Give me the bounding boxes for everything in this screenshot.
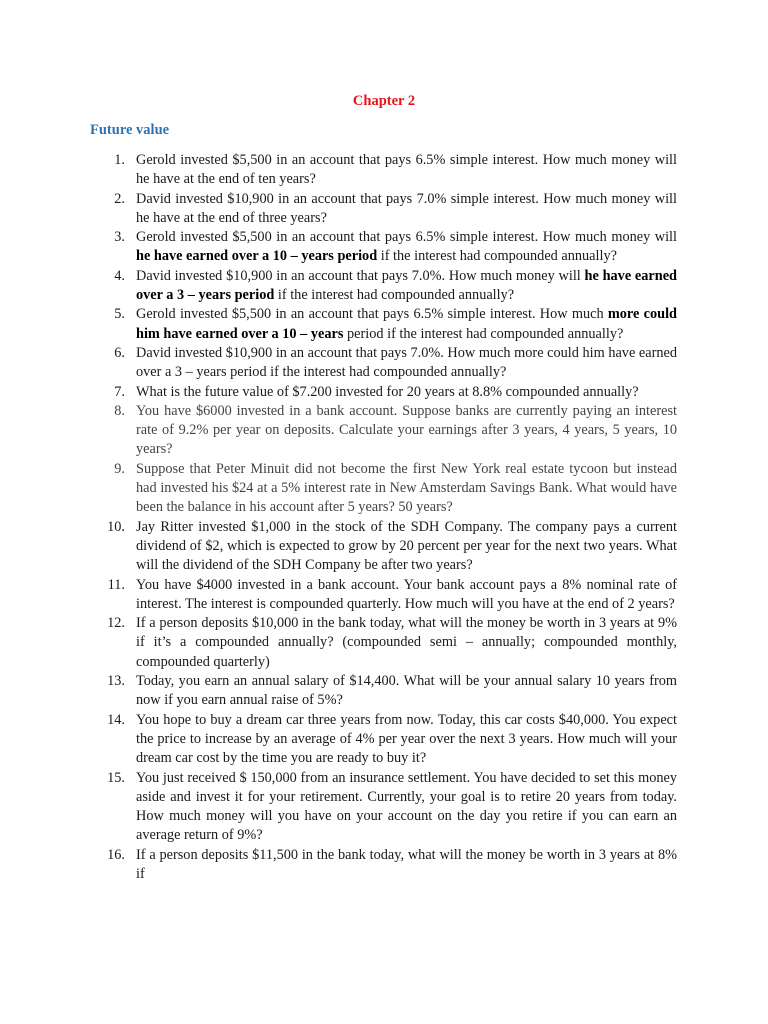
question-item: [90, 576, 677, 615]
question-number: 11.: [107, 576, 125, 593]
question-text: Jay Ritter invested $1,000 in the stock of the SDH Company. The company pays a current dividend of $2, which is expected to grow by 20 percent per year for the next two years. What will the dividend of the SDH Company be after two years?: [136, 518, 677, 574]
question-item: [90, 344, 677, 383]
question-text: You just received $ 150,000 from an insurance settlement. You have decided to set this money aside and invest it for your retirement. Currently, your goal is to retire 20 years from today. How much money will you have on your account on the day you retire if you can earn an average return of 9%?: [136, 769, 677, 844]
question-text: What is the future value of $7.200 invested for 20 years at 8.8% compounded annually?: [136, 383, 639, 400]
question-number: 15.: [107, 769, 125, 786]
question-item: [90, 614, 677, 672]
question-text: Today, you earn an annual salary of $14,400. What will be your annual salary 10 years from now if you earn annual raise of 5%?: [136, 673, 677, 709]
question-item: [90, 383, 677, 402]
question-text: Gerold invested $5,500 in an account that pays 6.5% simple interest. How much money will he have at the end of ten years?: [136, 152, 677, 188]
question-item: [90, 151, 677, 190]
question-list: [90, 151, 677, 884]
question-text: if the interest had compounded annually?: [274, 287, 515, 304]
question-number: 3.: [114, 229, 125, 246]
question-number: 13.: [107, 673, 125, 690]
question-item: [90, 402, 677, 460]
question-emphasis: he have earned over a 3 – years period: [136, 267, 678, 304]
question-number: 6.: [114, 344, 125, 361]
section-title: Future value: [90, 122, 170, 138]
question-number: 2.: [114, 190, 125, 207]
question-number: 16.: [107, 846, 125, 863]
question-number: 12.: [107, 615, 125, 632]
question-item: [90, 672, 677, 711]
question-number: 10.: [107, 518, 125, 535]
question-number: 4.: [114, 267, 125, 284]
question-text: You have $6000 invested in a bank account. Suppose banks are currently paying an interest rate of 9.2% per year on deposits. Calculate your earnings after 3 years, 4 years, 5 years, 10 years?: [136, 402, 677, 458]
question-item: [90, 460, 677, 518]
question-text: David invested $10,900 in an account that pays 7.0% simple interest. How much money will he have at the end of three years?: [136, 190, 677, 226]
question-item: [90, 305, 677, 344]
question-text: Gerold invested $5,500 in an account that pays 6.5% simple interest. How much: [136, 306, 608, 323]
question-number: 14.: [107, 711, 125, 728]
question-number: 1.: [114, 152, 125, 168]
question-number: 8.: [114, 402, 125, 419]
question-text: If a person deposits $11,500 in the bank today, what will the money be worth in 3 years at 8% if: [136, 846, 677, 882]
question-item: [90, 228, 677, 267]
question-item: [90, 190, 677, 229]
question-number: 7.: [114, 383, 125, 400]
question-text: if the interest had compounded annually?: [377, 248, 617, 265]
chapter-title: Chapter 2: [352, 93, 416, 109]
question-text: period if the interest had compounded annually?: [343, 325, 624, 342]
question-text: Gerold invested $5,500 in an account that pays 6.5% simple interest. How much money will: [136, 229, 677, 246]
question-text: David invested $10,900 in an account that pays 7.0%. How much money will: [136, 267, 585, 284]
question-emphasis: he have earned over a 10 – years period: [136, 248, 378, 265]
question-item: [90, 769, 677, 846]
question-number: 9.: [114, 460, 125, 477]
question-text: You hope to buy a dream car three years from now. Today, this car costs $40,000. You expect the price to increase by an average of 4% per year over the next 3 years. How much will your dream car cost by the time you are ready to buy it?: [136, 711, 677, 767]
question-item: [90, 711, 677, 769]
question-item: [90, 518, 677, 576]
question-item: [90, 267, 677, 306]
question-number: 5.: [114, 306, 125, 323]
question-text: If a person deposits $10,000 in the bank today, what will the money be worth in 3 years at 9% if it’s a compounded annually? (compounded semi – annually; compounded monthly, compounded quarterly): [136, 615, 677, 670]
question-text: Suppose that Peter Minuit did not become the first New York real estate tycoon but instead had invested his $24 at a 5% interest rate in New Amsterdam Savings Bank. What would have been the balance in his account after 5 years? 50 years?: [136, 460, 677, 516]
question-text: You have $4000 invested in a bank account. Your bank account pays a 8% nominal rate of interest. The interest is compounded quarterly. How much will you have at the end of 2 years?: [136, 576, 677, 612]
question-emphasis: more could him have earned over a 10 – years: [136, 306, 677, 342]
question-text: David invested $10,900 in an account that pays 7.0%. How much more could him have earned over a 3 – years period if the interest had compounded annually?: [136, 344, 677, 381]
question-item: [90, 846, 677, 885]
